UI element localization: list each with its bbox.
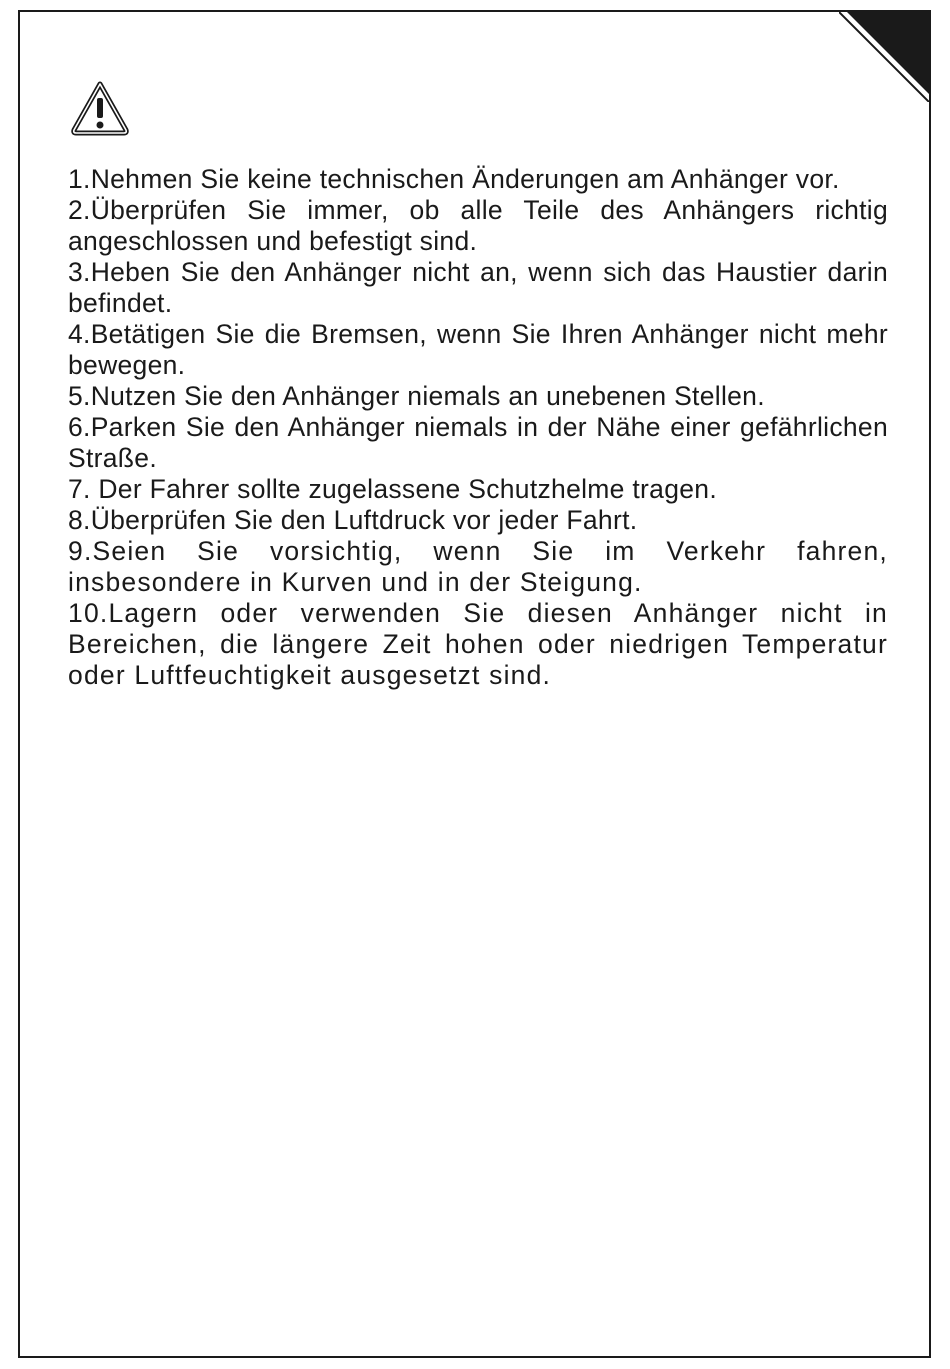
warning-triangle-icon [70, 80, 130, 136]
instruction-item-7: 7. Der Fahrer sollte zugelassene Schutzhelme tragen. [68, 474, 717, 504]
instruction-item-5: 5.Nutzen Sie den Anhänger niemals an unebenen Stellen. [68, 381, 765, 411]
instruction-item-9: 9.Seien Sie vorsichtig, wenn Sie im Verkehr fahren, insbesondere in Kurven und in der Steigung. [68, 536, 888, 597]
instruction-item-3: 3.Heben Sie den Anhänger nicht an, wenn sich das Haustier darin befindet. [68, 257, 888, 318]
instruction-item-8: 8.Überprüfen Sie den Luftdruck vor jeder Fahrt. [68, 505, 638, 535]
page-corner-fold-icon [839, 12, 929, 102]
instruction-item-1: 1.Nehmen Sie keine technischen Änderungen am Anhänger vor. [68, 164, 840, 194]
safety-instructions-list [68, 164, 888, 691]
instruction-item-2: 2.Überprüfen Sie immer, ob alle Teile des Anhängers richtig angeschlossen und befestigt sind. [68, 195, 888, 256]
instruction-item-10: 10.Lagern oder verwenden Sie diesen Anhänger nicht in Bereichen, die längere Zeit hohen oder niedrigen Temperatur oder Luftfeuchtigkeit ausgesetzt sind. [68, 598, 888, 690]
instruction-item-4: 4.Betätigen Sie die Bremsen, wenn Sie Ihren Anhänger nicht mehr bewegen. [68, 319, 888, 380]
page-frame [18, 10, 931, 1358]
instruction-item-6: 6.Parken Sie den Anhänger niemals in der Nähe einer gefährlichen Straße. [68, 412, 888, 473]
